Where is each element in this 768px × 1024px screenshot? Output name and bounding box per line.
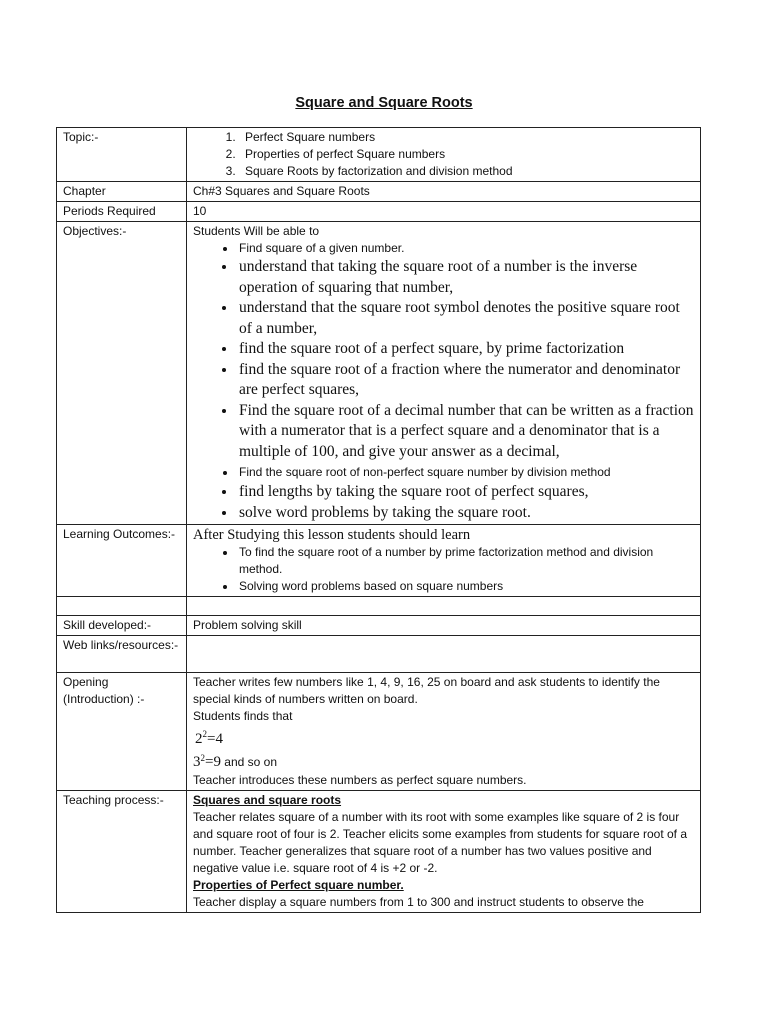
- skill-value: Problem solving skill: [187, 616, 701, 636]
- empty-value-cell: [187, 597, 701, 616]
- objective-item: • solve word problems by taking the square root.: [237, 503, 694, 524]
- opening-value: [187, 673, 701, 791]
- objective-item: • Find the square root of non-perfect square number by division method: [237, 462, 694, 482]
- eq1-exponent: 2: [202, 729, 207, 739]
- periods-row: [57, 202, 701, 222]
- chapter-label: Chapter: [57, 182, 187, 202]
- equation-one: [193, 725, 694, 749]
- web-label: Web links/resources:-: [57, 636, 187, 673]
- objective-item: • Find square of a given number.: [237, 240, 694, 257]
- objectives-row: [57, 222, 701, 525]
- skill-row: [57, 616, 701, 636]
- outcome-item: • To find the square root of a number by prime factorization method and division method.: [237, 544, 694, 578]
- topic-label: Topic:-: [57, 128, 187, 182]
- outcomes-intro: After Studying this lesson students should learn: [193, 527, 471, 543]
- teaching-label: Teaching process:-: [57, 791, 187, 913]
- opening-row: [57, 673, 701, 791]
- chapter-value: Ch#3 Squares and Square Roots: [187, 182, 701, 202]
- opening-label: Opening (Introduction) :-: [57, 673, 187, 791]
- eq2-suffix: and so on: [220, 755, 278, 769]
- chapter-row: [57, 182, 701, 202]
- objectives-label: Objectives:-: [57, 222, 187, 525]
- teaching-row: [57, 791, 701, 913]
- topic-row: [57, 128, 701, 182]
- periods-label: Periods Required: [57, 202, 187, 222]
- teaching-heading-properties: Properties of Perfect square number.: [193, 878, 404, 892]
- outcome-item: • Solving word problems based on square numbers: [237, 578, 694, 595]
- eq2-exponent: 2: [200, 753, 205, 763]
- opening-line2: Students finds that: [193, 709, 293, 723]
- document-title: Square and Square Roots: [295, 95, 473, 111]
- teaching-value: [187, 791, 701, 913]
- topic-list: [193, 129, 694, 180]
- objective-item: • understand that the square root symbol denotes the positive square root of a number,: [237, 298, 694, 339]
- objectives-value: [187, 222, 701, 525]
- eq2-base: 3: [193, 754, 201, 770]
- web-value: [187, 636, 701, 673]
- teaching-heading-squares: Squares and square roots: [193, 793, 342, 807]
- topic-value: [187, 128, 701, 182]
- empty-row: [57, 597, 701, 616]
- eq1-base: 2: [195, 731, 203, 747]
- eq2-rest: =9: [205, 754, 221, 770]
- objective-item: • understand that taking the square root of a number is the inverse operation of squaring that number,: [237, 257, 694, 298]
- topic-item: 1. Perfect Square numbers: [239, 129, 694, 146]
- periods-value: 10: [187, 202, 701, 222]
- teaching-paragraph-2: Teacher display a square numbers from 1 to 300 and instruct students to observe the: [193, 895, 644, 909]
- outcomes-label: Learning Outcomes:-: [57, 525, 187, 597]
- lesson-plan-table: [56, 127, 701, 913]
- objective-item: • find the square root of a fraction where the numerator and denominator are perfect squares,: [237, 360, 694, 401]
- equation-two: [193, 749, 694, 772]
- skill-label: Skill developed:-: [57, 616, 187, 636]
- objective-item: • find lengths by taking the square root of perfect squares,: [237, 482, 694, 503]
- objectives-intro: Students Will be able to: [193, 224, 320, 238]
- eq1-rest: =4: [207, 731, 223, 747]
- objective-item: • find the square root of a perfect square, by prime factorization: [237, 339, 694, 360]
- topic-item: 2. Properties of perfect Square numbers: [239, 146, 694, 163]
- objectives-list: [193, 240, 694, 523]
- objective-item: • Find the square root of a decimal number that can be written as a fraction with a numerator that is a perfect square and a denominator that is a multiple of 100, and give your answer as a decimal,: [237, 401, 694, 463]
- outcomes-row: [57, 525, 701, 597]
- outcomes-value: [187, 525, 701, 597]
- topic-item: 3. Square Roots by factorization and division method: [239, 163, 694, 180]
- teaching-paragraph-1: Teacher relates square of a number with its root with some examples like square of 2 is four and square root of four is 2. Teacher elicits some examples from students for square root of a number. Teacher generalizes that square root of a number has two values positive and negative value i.e. square root of 4 is +2 or -2.: [193, 810, 688, 875]
- outcomes-list: [193, 544, 694, 595]
- web-row: [57, 636, 701, 673]
- opening-line1: Teacher writes few numbers like 1, 4, 9, 16, 25 on board and ask students to identify the special kinds of numbers written on board.: [193, 675, 660, 706]
- empty-label-cell: [57, 597, 187, 616]
- opening-line3: Teacher introduces these numbers as perfect square numbers.: [193, 773, 527, 787]
